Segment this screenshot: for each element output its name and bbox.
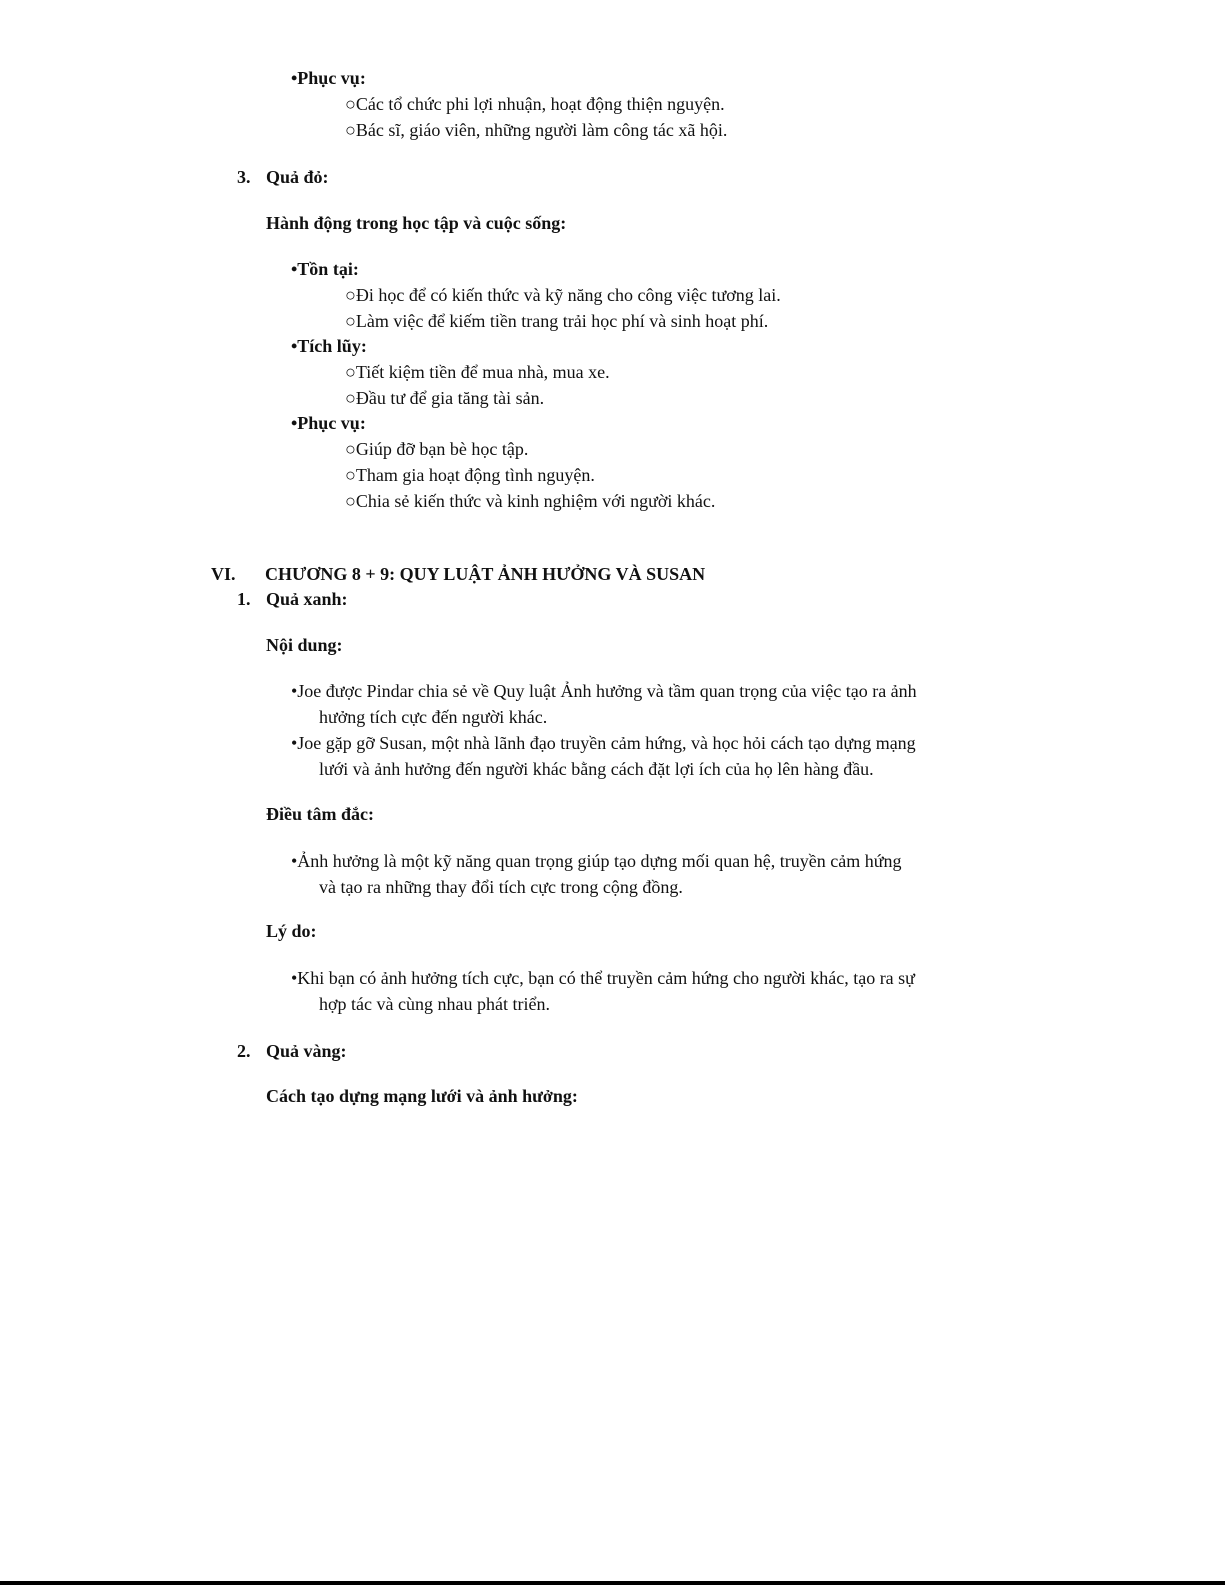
page-bottom-border xyxy=(0,1581,1225,1585)
section-number: 1. xyxy=(237,589,251,609)
paragraph-line: •Joe gặp gỡ Susan, một nhà lãnh đạo truyền cảm hứng, và học hỏi cách tạo dựng mạng xyxy=(291,733,916,753)
list-item: ○Tham gia hoạt động tình nguyện. xyxy=(345,465,595,485)
ly-do-heading: Lý do: xyxy=(266,921,317,941)
paragraph-line: •Ảnh hưởng là một kỹ năng quan trọng giúp tạo dựng mối quan hệ, truyền cảm hứng xyxy=(291,851,902,871)
phuc-vu-heading: •Phục vụ: xyxy=(291,413,366,433)
section-number: 3. xyxy=(237,167,251,187)
noi-dung-heading: Nội dung: xyxy=(266,635,343,655)
chapter-title: CHƯƠNG 8 + 9: QUY LUẬT ẢNH HƯỞNG VÀ SUSAN xyxy=(265,564,706,584)
list-item: ○Tiết kiệm tiền để mua nhà, mua xe. xyxy=(345,362,610,382)
list-item: ○Làm việc để kiếm tiền trang trải học phí và sinh hoạt phí. xyxy=(345,311,769,331)
list-item: ○Đi học để có kiến thức và kỹ năng cho công việc tương lai. xyxy=(345,285,781,305)
phuc-vu-heading: •Phục vụ: xyxy=(291,68,366,88)
chapter-number: VI. xyxy=(211,564,236,584)
section-title-qua-vang: Quả vàng: xyxy=(266,1041,347,1061)
list-item: ○Chia sẻ kiến thức và kinh nghiệm với người khác. xyxy=(345,491,716,511)
section-number: 2. xyxy=(237,1041,251,1061)
section-title-qua-do: Quả đỏ: xyxy=(266,167,329,187)
paragraph-line: hưởng tích cực đến người khác. xyxy=(319,707,548,727)
paragraph-line: và tạo ra những thay đổi tích cực trong cộng đồng. xyxy=(319,877,683,897)
tam-dac-heading: Điều tâm đắc: xyxy=(266,804,374,824)
subheading-mang-luoi: Cách tạo dựng mạng lưới và ảnh hưởng: xyxy=(266,1086,578,1106)
list-item: ○Bác sĩ, giáo viên, những người làm công tác xã hội. xyxy=(345,120,728,140)
section-title-qua-xanh: Quả xanh: xyxy=(266,589,348,609)
subheading-hanh-dong: Hành động trong học tập và cuộc sống: xyxy=(266,213,567,233)
list-item: ○Giúp đỡ bạn bè học tập. xyxy=(345,439,529,459)
tich-luy-heading: •Tích lũy: xyxy=(291,336,367,356)
ton-tai-heading: •Tồn tại: xyxy=(291,259,359,279)
paragraph-line: •Joe được Pindar chia sẻ về Quy luật Ảnh hưởng và tầm quan trọng của việc tạo ra ảnh xyxy=(291,681,917,701)
paragraph-line: hợp tác và cùng nhau phát triển. xyxy=(319,994,550,1014)
paragraph-line: •Khi bạn có ảnh hưởng tích cực, bạn có thể truyền cảm hứng cho người khác, tạo ra sự xyxy=(291,968,915,988)
paragraph-line: lưới và ảnh hưởng đến người khác bằng cách đặt lợi ích của họ lên hàng đầu. xyxy=(319,759,874,779)
list-item: ○Đầu tư để gia tăng tài sản. xyxy=(345,388,545,408)
list-item: ○Các tổ chức phi lợi nhuận, hoạt động thiện nguyện. xyxy=(345,94,725,114)
